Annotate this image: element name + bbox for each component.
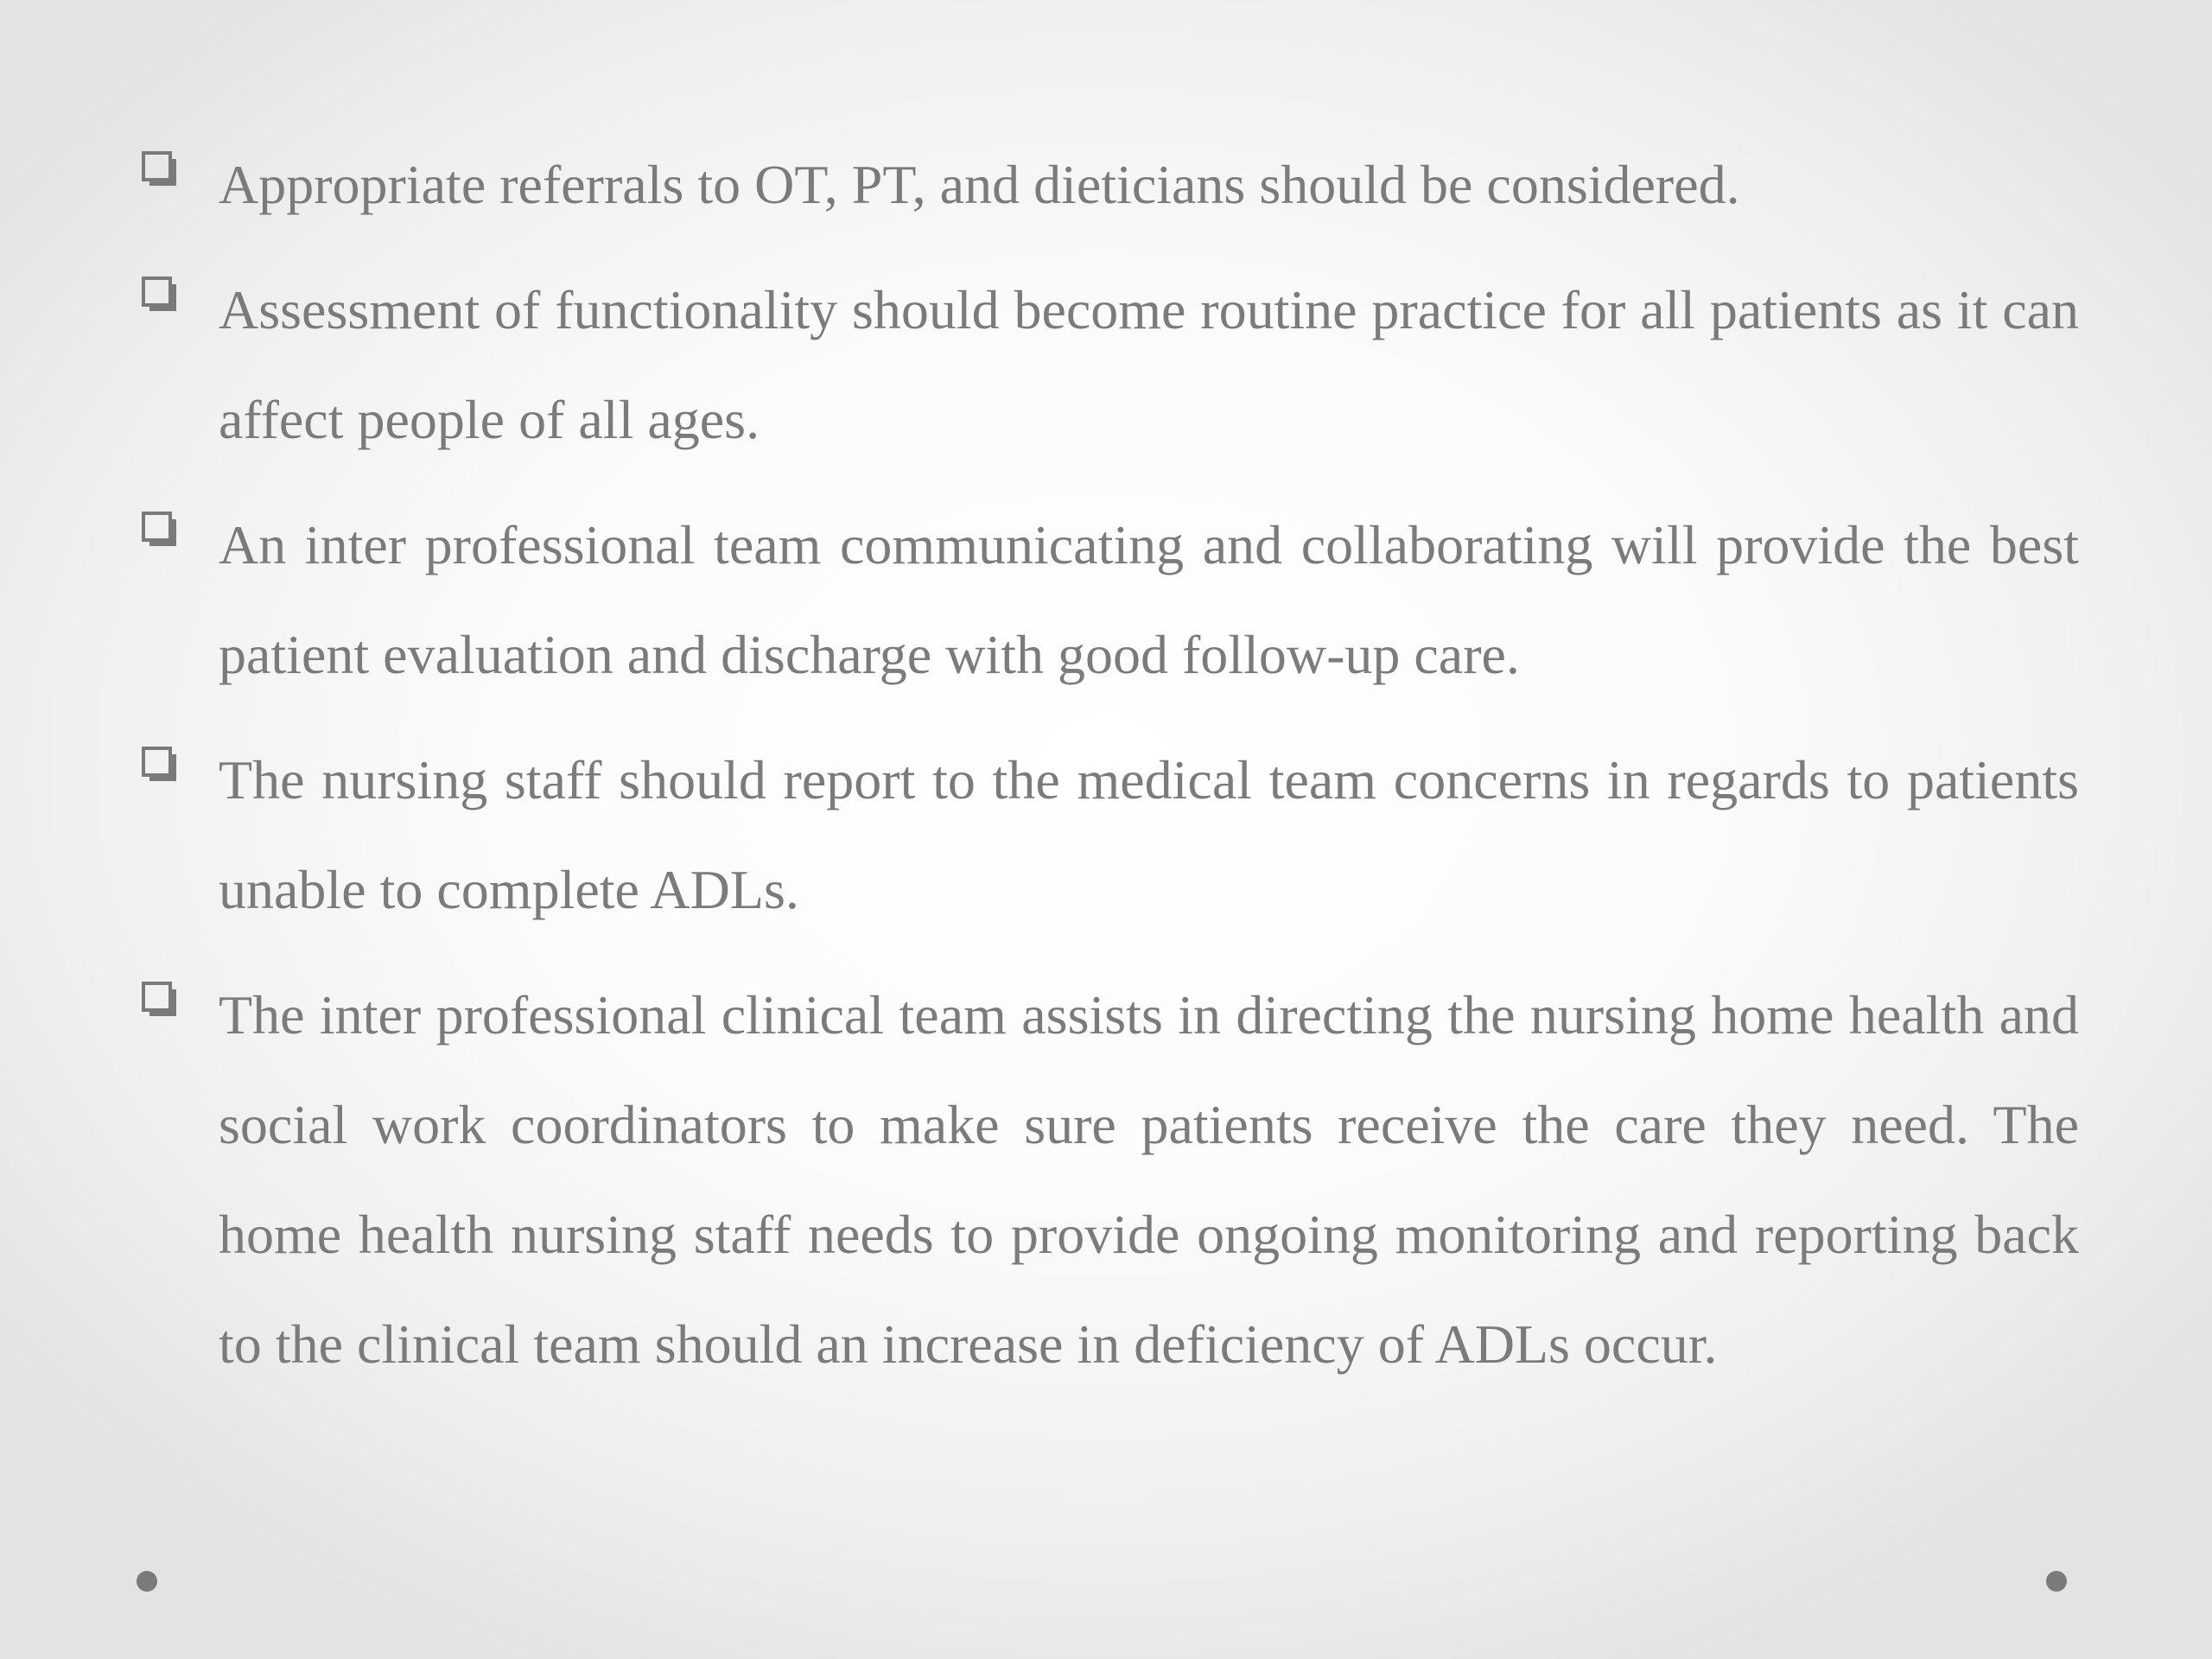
bullet-text: The inter professional clinical team assists in directing the nursing home health and social work coordinators to make sure patients receive the care they need. The home health nursing staff needs to provide ongoing monitoring and reporting back to the clinical team should an increase in deficiency of ADLs occur.: [219, 984, 2079, 1375]
bullet-item: [141, 255, 2079, 474]
checkbox-square-icon: [141, 981, 179, 1019]
bullet-item: [141, 490, 2079, 709]
bullet-text: The nursing staff should report to the medical team concerns in regards to patients unable to complete ADLs.: [219, 749, 2079, 920]
decorative-dot-right: [2046, 1571, 2067, 1592]
bullet-text: Appropriate referrals to OT, PT, and dieticians should be considered.: [219, 154, 1740, 215]
bullet-list: [141, 130, 2079, 1414]
bullet-item: [141, 960, 2079, 1399]
bullet-text: Assessment of functionality should become routine practice for all patients as it can affect people of all ages.: [219, 279, 2079, 450]
decorative-dot-left: [137, 1571, 157, 1592]
checkbox-square-icon: [141, 511, 179, 549]
checkbox-square-icon: [141, 746, 179, 784]
checkbox-square-icon: [141, 276, 179, 314]
bullet-item: [141, 130, 2079, 239]
bullet-item: [141, 725, 2079, 944]
bullet-text: An inter professional team communicating and collaborating will provide the best patient evaluation and discharge with good follow-up care.: [219, 514, 2079, 685]
checkbox-square-icon: [141, 150, 179, 188]
